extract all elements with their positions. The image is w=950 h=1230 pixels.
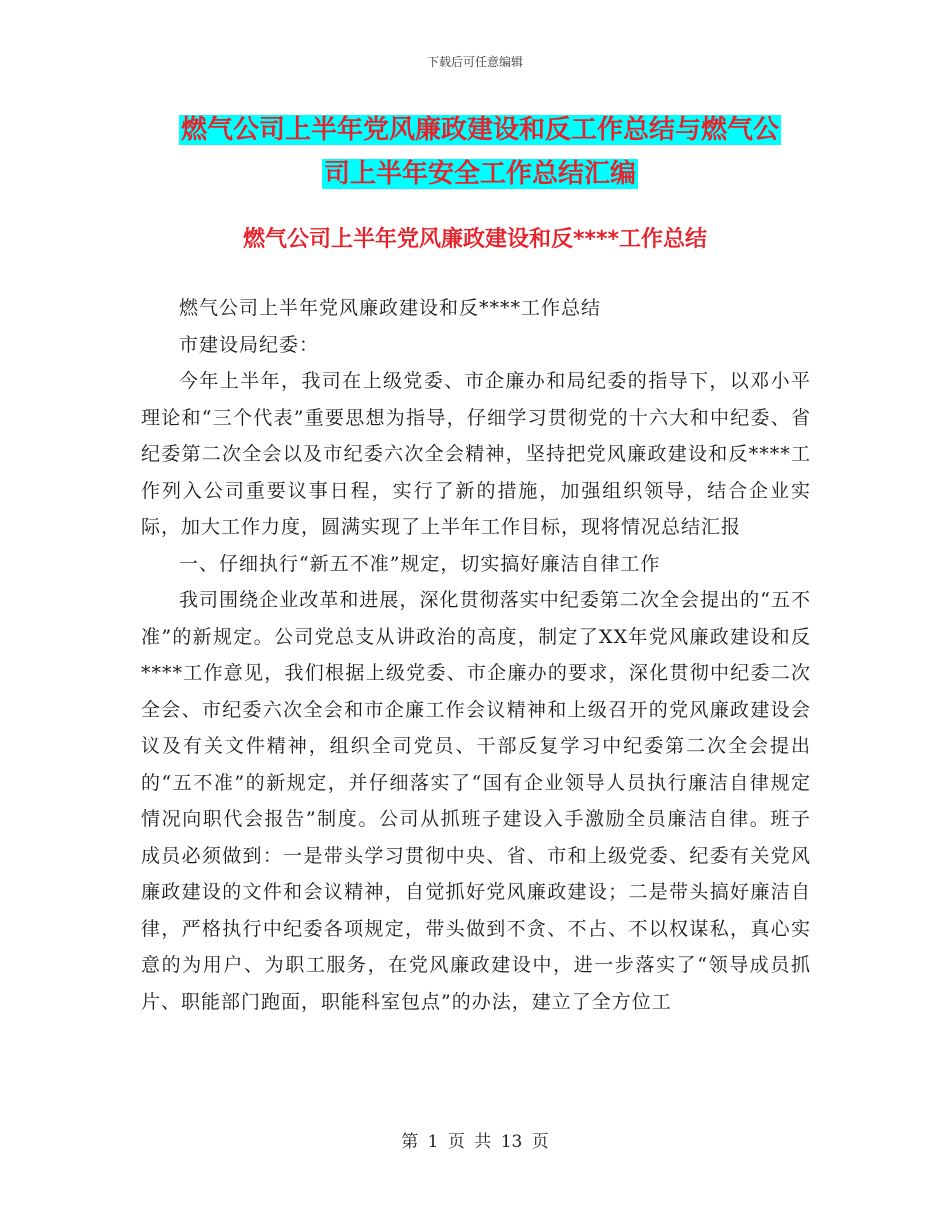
section-title: 燃气公司上半年党风廉政建设和反****工作总结 [242, 227, 708, 252]
paragraph-body-1: 我司围绕企业改革和进展，深化贯彻落实中纪委第二次全会提出的“五不准”的新规定。公司党总支从讲政治的高度，制定了XX年党风廉政建设和反****工作意见，我们根据上级党委、市企廉办的要求，深化贯彻中纪委二次全会、市纪委六次全会和市企廉工作会议精神和上级召开的党风廉政建设会议及有关文件精神，组织全司党员、干部反复学习中纪委第二次全会提出的“五不准”的新规定，并仔细落实了“国有企业领导人员执行廉洁自律规定情况向职代会报告”制度。公司从抓班子建设入手激励全员廉洁自律。班子成员必须做到：一是带头学习贯彻中央、省、市和上级党委、纪委有关党风廉政建设的文件和会议精神，自觉抓好党风廉政建设；二是带头搞好廉洁自律，严格执行中纪委各项规定，带头做到不贪、不占、不以权谋私，真心实意的为用户、为职工服务，在党风廉政建设中，进一步落实了“领导成员抓片、职能部门跑面，职能科室包点”的办法，建立了全方位工 [141, 589, 811, 1013]
main-title-line-2: 司上半年安全工作总结汇编 [323, 159, 636, 189]
page-indicator: 第 1 页 共 13 页 [401, 1132, 549, 1152]
paragraph-intro: 今年上半年，我司在上级党委、市企廉办和局纪委的指导下，以邓小平理论和“三个代表”重要思想为指导，仔细学习贯彻党的十六大和中纪委、省纪委第二次全会以及市纪委六次全会精神，坚持把党风廉政建设和反****工作列入公司重要议事日程，实行了新的措施，加强组织领导，结合企业实际，加大工作力度，圆满实现了上半年工作目标，现将情况总结汇报 [141, 370, 811, 538]
paragraph-heading-1: 一、仔细执行“新五不准”规定，切实搞好廉洁自律工作 [179, 552, 661, 575]
document-body [141, 290, 811, 1020]
document-main-title [140, 108, 820, 196]
header-note: 下载后可任意编辑 [426, 55, 523, 69]
paragraph-salutation: 市建设局纪委： [179, 333, 320, 356]
paragraph-repeat-title: 燃气公司上半年党风廉政建设和反****工作总结 [179, 297, 602, 319]
main-title-line-1: 燃气公司上半年党风廉政建设和反工作总结与燃气公 [180, 115, 779, 145]
